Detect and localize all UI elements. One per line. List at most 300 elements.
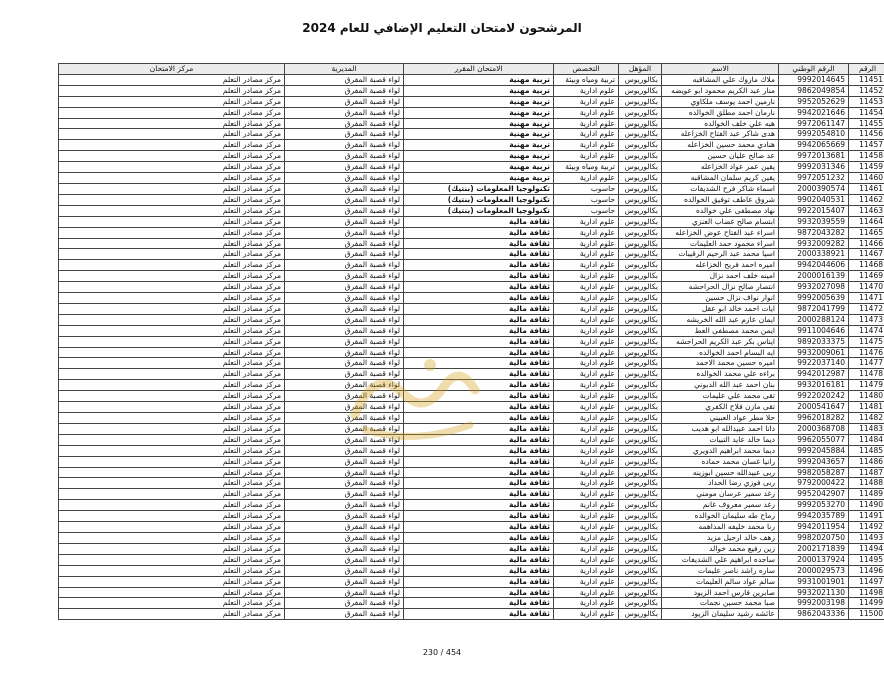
cell-exam-center: مركز مصادر التعلم <box>59 445 285 456</box>
cell-exam-center: مركز مصادر التعلم <box>59 118 285 129</box>
cell-exam: تربية مهنية <box>404 140 554 151</box>
cell-number: 11484 <box>849 434 884 445</box>
cell-number: 11465 <box>849 227 884 238</box>
cell-national-id: 9982058287 <box>779 467 849 478</box>
table-row <box>59 194 884 205</box>
cell-national-id: 9942012987 <box>779 369 849 380</box>
table-row <box>59 74 884 85</box>
cell-qualification: بكالوريوس <box>619 456 662 467</box>
cell-national-id: 9892033375 <box>779 336 849 347</box>
cell-exam: ثقافة مالية <box>404 293 554 304</box>
cell-name: صابرين فارس احمد الزيود <box>662 587 779 598</box>
cell-directorate: لواء قصبة المفرق <box>285 162 404 173</box>
cell-exam-center: مركز مصادر التعلم <box>59 227 285 238</box>
cell-directorate: لواء قصبة المفرق <box>285 238 404 249</box>
cell-national-id: 9972013681 <box>779 151 849 162</box>
cell-qualification: بكالوريوس <box>619 336 662 347</box>
cell-exam: ثقافة مالية <box>404 511 554 522</box>
cell-qualification: بكالوريوس <box>619 489 662 500</box>
cell-exam: ثقافة مالية <box>404 456 554 467</box>
cell-national-id: 9962055077 <box>779 434 849 445</box>
cell-specialization: علوم ادارية <box>554 478 619 489</box>
header-specialization: التخصص <box>554 64 619 75</box>
cell-number: 11466 <box>849 238 884 249</box>
cell-name: اميره احمد فريح الخزاعله <box>662 260 779 271</box>
cell-qualification: بكالوريوس <box>619 522 662 533</box>
cell-specialization: علوم ادارية <box>554 249 619 260</box>
cell-number: 11460 <box>849 173 884 184</box>
cell-exam-center: مركز مصادر التعلم <box>59 467 285 478</box>
cell-specialization: علوم ادارية <box>554 445 619 456</box>
cell-directorate: لواء قصبة المفرق <box>285 358 404 369</box>
cell-directorate: لواء قصبة المفرق <box>285 336 404 347</box>
cell-exam-center: مركز مصادر التعلم <box>59 423 285 434</box>
cell-national-id: 9982020750 <box>779 532 849 543</box>
cell-number: 11480 <box>849 391 884 402</box>
table-row <box>59 151 884 162</box>
cell-directorate: لواء قصبة المفرق <box>285 282 404 293</box>
cell-name: براءه علي محمد الخوالده <box>662 369 779 380</box>
cell-national-id: 9992005639 <box>779 293 849 304</box>
cell-qualification: بكالوريوس <box>619 380 662 391</box>
cell-qualification: بكالوريوس <box>619 173 662 184</box>
cell-exam-center: مركز مصادر التعلم <box>59 565 285 576</box>
cell-exam: ثقافة مالية <box>404 369 554 380</box>
cell-directorate: لواء قصبة المفرق <box>285 598 404 609</box>
cell-exam-center: مركز مصادر التعلم <box>59 598 285 609</box>
cell-number: 11468 <box>849 260 884 271</box>
cell-exam-center: مركز مصادر التعلم <box>59 478 285 489</box>
cell-exam-center: مركز مصادر التعلم <box>59 96 285 107</box>
cell-directorate: لواء قصبة المفرق <box>285 129 404 140</box>
cell-exam: ثقافة مالية <box>404 325 554 336</box>
cell-exam: ثقافة مالية <box>404 554 554 565</box>
cell-name: امينه خلف احمد نزال <box>662 271 779 282</box>
cell-directorate: لواء قصبة المفرق <box>285 423 404 434</box>
cell-exam-center: مركز مصادر التعلم <box>59 129 285 140</box>
cell-name: عد صالح عليان حسين <box>662 151 779 162</box>
cell-name: منار عبد الكريم محمود ابو عويضه <box>662 85 779 96</box>
cell-directorate: لواء قصبة المفرق <box>285 456 404 467</box>
cell-national-id: 2002171839 <box>779 543 849 554</box>
cell-national-id: 9902040531 <box>779 194 849 205</box>
cell-specialization: علوم ادارية <box>554 282 619 293</box>
cell-number: 11485 <box>849 445 884 456</box>
cell-name: اميره حسين محمد الاحمد <box>662 358 779 369</box>
cell-specialization: علوم ادارية <box>554 238 619 249</box>
cell-number: 11453 <box>849 96 884 107</box>
page-number: 230 / 454 <box>422 648 462 657</box>
cell-name: شروق عاطف توفيق الخوالده <box>662 194 779 205</box>
cell-name: تقى مازن فلاح الكفري <box>662 402 779 413</box>
cell-number: 11500 <box>849 609 884 620</box>
cell-exam: ثقافة مالية <box>404 271 554 282</box>
cell-national-id: 9932009061 <box>779 347 849 358</box>
table-row <box>59 532 884 543</box>
cell-number: 11494 <box>849 543 884 554</box>
cell-name: ربى عبيدالله حسين ابوزينه <box>662 467 779 478</box>
cell-qualification: بكالوريوس <box>619 162 662 173</box>
cell-number: 11496 <box>849 565 884 576</box>
cell-number: 11476 <box>849 347 884 358</box>
table-row <box>59 434 884 445</box>
cell-number: 11458 <box>849 151 884 162</box>
cell-number: 11499 <box>849 598 884 609</box>
cell-name: يقين عمر عواد الخزاعله <box>662 162 779 173</box>
cell-qualification: بكالوريوس <box>619 478 662 489</box>
cell-specialization: علوم ادارية <box>554 598 619 609</box>
cell-directorate: لواء قصبة المفرق <box>285 151 404 162</box>
cell-name: ايمن محمد مصطفى العط <box>662 325 779 336</box>
cell-number: 11457 <box>849 140 884 151</box>
cell-number: 11475 <box>849 336 884 347</box>
header-number: الرقم <box>849 64 884 75</box>
cell-specialization: علوم ادارية <box>554 271 619 282</box>
cell-qualification: بكالوريوس <box>619 293 662 304</box>
cell-exam: ثقافة مالية <box>404 249 554 260</box>
cell-specialization: علوم ادارية <box>554 467 619 478</box>
cell-qualification: بكالوريوس <box>619 423 662 434</box>
cell-specialization: علوم ادارية <box>554 511 619 522</box>
header-exam: الامتحان المقرر <box>404 64 554 75</box>
cell-directorate: لواء قصبة المفرق <box>285 227 404 238</box>
cell-national-id: 9952052629 <box>779 96 849 107</box>
cell-exam: ثقافة مالية <box>404 587 554 598</box>
cell-qualification: بكالوريوس <box>619 205 662 216</box>
cell-national-id: 2000368708 <box>779 423 849 434</box>
cell-exam: تربية مهنية <box>404 74 554 85</box>
cell-name: ايه البسام احمد الخوالده <box>662 347 779 358</box>
cell-exam: ثقافة مالية <box>404 489 554 500</box>
cell-exam: ثقافة مالية <box>404 282 554 293</box>
cell-qualification: بكالوريوس <box>619 249 662 260</box>
cell-number: 11473 <box>849 314 884 325</box>
cell-exam-center: مركز مصادر التعلم <box>59 74 285 85</box>
cell-number: 11487 <box>849 467 884 478</box>
cell-directorate: لواء قصبة المفرق <box>285 183 404 194</box>
cell-exam: تربية مهنية <box>404 85 554 96</box>
cell-number: 11454 <box>849 107 884 118</box>
table-row <box>59 456 884 467</box>
header-exam-center: مركز الامتحان <box>59 64 285 75</box>
cell-specialization: علوم ادارية <box>554 554 619 565</box>
cell-number: 11478 <box>849 369 884 380</box>
cell-name: سالم عواد سالم العليمات <box>662 576 779 587</box>
cell-name: عائشه رشيد سليمان الزيود <box>662 609 779 620</box>
cell-number: 11471 <box>849 293 884 304</box>
table-row <box>59 173 884 184</box>
cell-number: 11474 <box>849 325 884 336</box>
cell-name: ايات احمد خالد ابو عقل <box>662 303 779 314</box>
cell-exam: ثقافة مالية <box>404 216 554 227</box>
cell-name: رغد سمير عرسان مومني <box>662 489 779 500</box>
cell-specialization: علوم ادارية <box>554 173 619 184</box>
table-row <box>59 554 884 565</box>
cell-directorate: لواء قصبة المفرق <box>285 173 404 184</box>
cell-number: 11481 <box>849 402 884 413</box>
cell-directorate: لواء قصبة المفرق <box>285 587 404 598</box>
table-row <box>59 598 884 609</box>
cell-directorate: لواء قصبة المفرق <box>285 543 404 554</box>
cell-national-id: 9992014645 <box>779 74 849 85</box>
cell-specialization: علوم ادارية <box>554 151 619 162</box>
cell-exam: ثقافة مالية <box>404 434 554 445</box>
cell-national-id: 9922015407 <box>779 205 849 216</box>
cell-national-id: 2000016139 <box>779 271 849 282</box>
cell-number: 11469 <box>849 271 884 282</box>
cell-qualification: بكالوريوس <box>619 314 662 325</box>
cell-specialization: علوم ادارية <box>554 413 619 424</box>
cell-qualification: بكالوريوس <box>619 96 662 107</box>
cell-number: 11456 <box>849 129 884 140</box>
cell-directorate: لواء قصبة المفرق <box>285 445 404 456</box>
table-row <box>59 118 884 129</box>
cell-national-id: 9942035789 <box>779 511 849 522</box>
cell-exam-center: مركز مصادر التعلم <box>59 282 285 293</box>
cell-national-id: 9862043336 <box>779 609 849 620</box>
table-row <box>59 609 884 620</box>
cell-name: ملاك مازوك علي المشاقبه <box>662 74 779 85</box>
header-name: الاسم <box>662 64 779 75</box>
cell-exam-center: مركز مصادر التعلم <box>59 358 285 369</box>
cell-specialization: علوم ادارية <box>554 336 619 347</box>
cell-specialization: علوم ادارية <box>554 609 619 620</box>
cell-number: 11491 <box>849 511 884 522</box>
cell-national-id: 9942044606 <box>779 260 849 271</box>
cell-qualification: بكالوريوس <box>619 347 662 358</box>
cell-exam-center: مركز مصادر التعلم <box>59 402 285 413</box>
cell-qualification: بكالوريوس <box>619 413 662 424</box>
cell-national-id: 9962018282 <box>779 413 849 424</box>
cell-qualification: بكالوريوس <box>619 532 662 543</box>
cell-exam: ثقافة مالية <box>404 336 554 347</box>
cell-number: 11483 <box>849 423 884 434</box>
cell-specialization: علوم ادارية <box>554 85 619 96</box>
cell-exam: تربية مهنية <box>404 107 554 118</box>
table-row <box>59 576 884 587</box>
cell-name: زين رفيع محمد خوالد <box>662 543 779 554</box>
table-row <box>59 96 884 107</box>
cell-directorate: لواء قصبة المفرق <box>285 434 404 445</box>
cell-national-id: 9911004646 <box>779 325 849 336</box>
cell-exam: ثقافة مالية <box>404 303 554 314</box>
cell-qualification: بكالوريوس <box>619 587 662 598</box>
cell-national-id: 9792000422 <box>779 478 849 489</box>
cell-exam-center: مركز مصادر التعلم <box>59 336 285 347</box>
table-row <box>59 303 884 314</box>
cell-qualification: بكالوريوس <box>619 511 662 522</box>
cell-exam-center: مركز مصادر التعلم <box>59 554 285 565</box>
cell-name: دانا احمد عبيدالله ابو هديب <box>662 423 779 434</box>
cell-exam: ثقافة مالية <box>404 522 554 533</box>
cell-exam: تربية مهنية <box>404 118 554 129</box>
table-body <box>59 74 884 619</box>
table-row <box>59 205 884 216</box>
cell-national-id: 2000541647 <box>779 402 849 413</box>
cell-number: 11455 <box>849 118 884 129</box>
cell-name: ربى فوزي رضا الحداد <box>662 478 779 489</box>
cell-exam: ثقافة مالية <box>404 609 554 620</box>
cell-number: 11477 <box>849 358 884 369</box>
cell-specialization: حاسوب <box>554 205 619 216</box>
cell-exam-center: مركز مصادر التعلم <box>59 369 285 380</box>
cell-directorate: لواء قصبة المفرق <box>285 609 404 620</box>
table-row <box>59 260 884 271</box>
cell-qualification: بكالوريوس <box>619 85 662 96</box>
cell-specialization: علوم ادارية <box>554 522 619 533</box>
cell-name: اسيا محمد عبد الرحيم الرقيبات <box>662 249 779 260</box>
table-header-row <box>59 64 884 75</box>
table-row <box>59 358 884 369</box>
cell-specialization: تربية ومياه وبيئة <box>554 74 619 85</box>
cell-name: نارمين احمد يوسف ملكاوي <box>662 96 779 107</box>
cell-exam-center: مركز مصادر التعلم <box>59 205 285 216</box>
cell-specialization: علوم ادارية <box>554 391 619 402</box>
cell-directorate: لواء قصبة المفرق <box>285 478 404 489</box>
cell-exam: ثقافة مالية <box>404 413 554 424</box>
cell-exam: ثقافة مالية <box>404 565 554 576</box>
cell-exam-center: مركز مصادر التعلم <box>59 260 285 271</box>
table-row <box>59 314 884 325</box>
cell-number: 11470 <box>849 282 884 293</box>
header-directorate: المديرية <box>285 64 404 75</box>
table-row <box>59 336 884 347</box>
cell-specialization: علوم ادارية <box>554 380 619 391</box>
cell-qualification: بكالوريوس <box>619 554 662 565</box>
cell-name: نهاد مصطفى علي خوالده <box>662 205 779 216</box>
cell-directorate: لواء قصبة المفرق <box>285 391 404 402</box>
cell-number: 11461 <box>849 183 884 194</box>
table-row <box>59 129 884 140</box>
cell-exam-center: مركز مصادر التعلم <box>59 303 285 314</box>
cell-national-id: 9972061147 <box>779 118 849 129</box>
table-row <box>59 587 884 598</box>
cell-specialization: علوم ادارية <box>554 369 619 380</box>
cell-specialization: علوم ادارية <box>554 587 619 598</box>
cell-directorate: لواء قصبة المفرق <box>285 511 404 522</box>
cell-exam: تربية مهنية <box>404 151 554 162</box>
cell-directorate: لواء قصبة المفرق <box>285 314 404 325</box>
cell-exam-center: مركز مصادر التعلم <box>59 249 285 260</box>
cell-specialization: علوم ادارية <box>554 423 619 434</box>
cell-specialization: علوم ادارية <box>554 325 619 336</box>
cell-exam-center: مركز مصادر التعلم <box>59 522 285 533</box>
cell-national-id: 9922020242 <box>779 391 849 402</box>
cell-name: ابتسام صالح غضاب العنزي <box>662 216 779 227</box>
cell-exam-center: مركز مصادر التعلم <box>59 162 285 173</box>
table-row <box>59 467 884 478</box>
cell-number: 11482 <box>849 413 884 424</box>
cell-specialization: علوم ادارية <box>554 303 619 314</box>
cell-name: ديما محمد ابراهيم الدويري <box>662 445 779 456</box>
cell-exam-center: مركز مصادر التعلم <box>59 413 285 424</box>
cell-directorate: لواء قصبة المفرق <box>285 260 404 271</box>
cell-name: ايمان عازم عبد الله الخريشه <box>662 314 779 325</box>
table-row <box>59 107 884 118</box>
cell-directorate: لواء قصبة المفرق <box>285 413 404 424</box>
cell-exam: تربية مهنية <box>404 129 554 140</box>
cell-number: 11479 <box>849 380 884 391</box>
cell-national-id: 9932027098 <box>779 282 849 293</box>
cell-name: هنادي محمد حسين الخزاعله <box>662 140 779 151</box>
cell-specialization: علوم ادارية <box>554 489 619 500</box>
cell-name: صبا محمد حسين نجمات <box>662 598 779 609</box>
header-qualification: المؤهل <box>619 64 662 75</box>
cell-exam: تربية مهنية <box>404 96 554 107</box>
cell-specialization: علوم ادارية <box>554 565 619 576</box>
cell-exam: تربية مهنية <box>404 162 554 173</box>
cell-national-id: 9872041799 <box>779 303 849 314</box>
cell-name: ايناس بكر عبد الكريم الحراحشه <box>662 336 779 347</box>
cell-directorate: لواء قصبة المفرق <box>285 369 404 380</box>
cell-national-id: 9932016181 <box>779 380 849 391</box>
table-row <box>59 391 884 402</box>
cell-directorate: لواء قصبة المفرق <box>285 303 404 314</box>
table-row <box>59 413 884 424</box>
cell-specialization: علوم ادارية <box>554 107 619 118</box>
cell-exam-center: مركز مصادر التعلم <box>59 391 285 402</box>
table-row <box>59 282 884 293</box>
cell-exam-center: مركز مصادر التعلم <box>59 532 285 543</box>
cell-directorate: لواء قصبة المفرق <box>285 194 404 205</box>
cell-exam: ثقافة مالية <box>404 500 554 511</box>
cell-exam: ثقافة مالية <box>404 380 554 391</box>
table-row <box>59 162 884 173</box>
cell-number: 11488 <box>849 478 884 489</box>
cell-exam-center: مركز مصادر التعلم <box>59 380 285 391</box>
cell-specialization: علوم ادارية <box>554 140 619 151</box>
cell-directorate: لواء قصبة المفرق <box>285 489 404 500</box>
cell-exam: تربية مهنية <box>404 173 554 184</box>
cell-national-id: 9942021646 <box>779 107 849 118</box>
cell-number: 11463 <box>849 205 884 216</box>
cell-name: رماح طه سليمان الخوالده <box>662 511 779 522</box>
cell-exam: ثقافة مالية <box>404 347 554 358</box>
cell-national-id: 9942065669 <box>779 140 849 151</box>
cell-qualification: بكالوريوس <box>619 402 662 413</box>
cell-exam-center: مركز مصادر التعلم <box>59 194 285 205</box>
table-row <box>59 445 884 456</box>
cell-number: 11490 <box>849 500 884 511</box>
cell-directorate: لواء قصبة المفرق <box>285 500 404 511</box>
cell-exam: ثقافة مالية <box>404 314 554 325</box>
cell-exam-center: مركز مصادر التعلم <box>59 500 285 511</box>
cell-exam-center: مركز مصادر التعلم <box>59 140 285 151</box>
cell-name: تقى محمد علي عليمات <box>662 391 779 402</box>
cell-number: 11495 <box>849 554 884 565</box>
cell-number: 11498 <box>849 587 884 598</box>
cell-qualification: بكالوريوس <box>619 282 662 293</box>
cell-exam-center: مركز مصادر التعلم <box>59 609 285 620</box>
cell-name: اسراء عبد الفتاح عوض الخزاعله <box>662 227 779 238</box>
cell-qualification: بكالوريوس <box>619 129 662 140</box>
cell-exam-center: مركز مصادر التعلم <box>59 456 285 467</box>
cell-specialization: علوم ادارية <box>554 402 619 413</box>
cell-exam: تكنولوجيا المعلومات (بنتيك) <box>404 205 554 216</box>
cell-number: 11462 <box>849 194 884 205</box>
cell-exam-center: مركز مصادر التعلم <box>59 576 285 587</box>
cell-qualification: بكالوريوس <box>619 303 662 314</box>
cell-qualification: بكالوريوس <box>619 151 662 162</box>
cell-exam-center: مركز مصادر التعلم <box>59 543 285 554</box>
table-row <box>59 238 884 249</box>
cell-specialization: تربية ومياه وبيئة <box>554 162 619 173</box>
cell-exam: ثقافة مالية <box>404 391 554 402</box>
cell-number: 11472 <box>849 303 884 314</box>
table-row <box>59 489 884 500</box>
cell-exam-center: مركز مصادر التعلم <box>59 271 285 282</box>
cell-specialization: حاسوب <box>554 183 619 194</box>
